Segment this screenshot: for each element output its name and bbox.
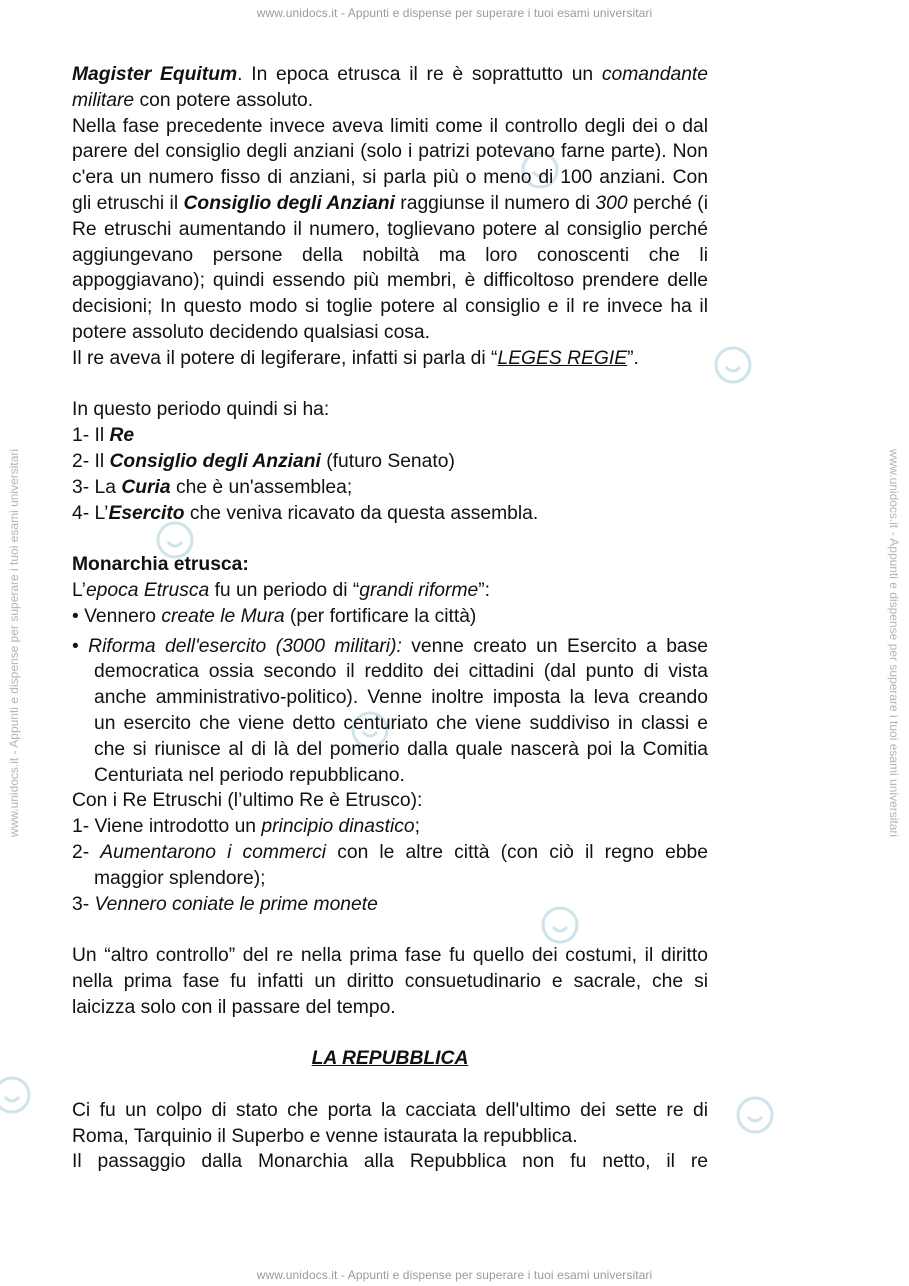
list-item: 3- La Curia che è un'assemblea; <box>72 476 353 498</box>
list-item: 1- Viene introdotto un principio dinastico; <box>72 816 421 838</box>
paragraph-passaggio: Il passaggio dalla Monarchia alla Repubblica non fu netto, il re <box>72 1151 708 1173</box>
list-intro: In questo periodo quindi si ha: <box>72 399 330 421</box>
paragraph-altro-controllo: Un “altro controllo” del re nella prima fase fu quello dei costumi, il diritto nella prima fase fu infatti un diritto consuetudinario e sacrale, che si laicizza solo con il passare del tempo. <box>72 945 708 1018</box>
list-item: 3- Vennero coniate le prime monete <box>72 893 378 915</box>
watermark-left: www.unidocs.it - Appunti e dispense per superare i tuoi esami universitari <box>7 448 21 838</box>
unidocs-logo-icon <box>735 1095 775 1135</box>
heading-monarchia-etrusca: Monarchia etrusca: <box>72 554 249 576</box>
paragraph-leges-regie: Il re aveva il potere di legiferare, infatti si parla di “LEGES REGIE”. <box>72 347 639 369</box>
list-intro: Con i Re Etruschi (l’ultimo Re è Etrusco): <box>72 790 423 812</box>
list-item: 1- Il Re <box>72 425 135 447</box>
list-item: 2- Aumentarono i commerci con le altre città (con ciò il regno ebbe maggior splendore); <box>72 841 708 889</box>
bullet-item: • Riforma dell'esercito (3000 militari): venne creato un Esercito a base democratica ossia secondo il reddito dei cittadini (dal punto di vista anche amministrativo-politico). Venne inoltre imposta la leva creando un esercito che viene detto centuriato che viene suddiviso in classi e che si riunisce al di là del pomerio dalla quale nascerà poi la Comitia Centuriata nel periodo repubblicano. <box>72 635 709 786</box>
list-item: 4- L’Esercito che veniva ricavato da questa assembla. <box>72 502 539 524</box>
paragraph-colpo-di-stato: Ci fu un colpo di stato che porta la cacciata dell'ultimo dei sette re di Roma, Tarquinio il Superbo e venne istaurata la repubblica. <box>72 1099 708 1147</box>
watermark-top: www.unidocs.it - Appunti e dispense per superare i tuoi esami universitari <box>256 6 653 20</box>
watermark-bottom: www.unidocs.it - Appunti e dispense per superare i tuoi esami universitari <box>256 1268 653 1282</box>
list-item: 2- Il Consiglio degli Anziani (futuro Senato) <box>72 450 455 472</box>
term-leges-regie: LEGES REGIE <box>497 347 628 369</box>
paragraph-magister: Magister Equitum. In epoca etrusca il re è soprattutto un comandante militare con potere assoluto. <box>72 64 708 111</box>
paragraph-epoca-etrusca: L’epoca Etrusca fu un periodo di “grandi riforme”: <box>72 579 491 601</box>
unidocs-logo-icon <box>713 345 753 385</box>
term-magister-equitum: Magister Equitum <box>72 64 238 85</box>
unidocs-logo-icon <box>0 1075 32 1115</box>
bullet-item: • Vennero create le Mura (per fortificare la città) <box>72 605 477 627</box>
document-body <box>72 62 708 1175</box>
watermark-right: www.unidocs.it - Appunti e dispense per superare i tuoi esami universitari <box>887 448 901 838</box>
section-title: LA REPUBBLICA <box>311 1048 469 1070</box>
paragraph-fase-precedente: Nella fase precedente invece aveva limiti come il controllo degli dei o dal parere del consiglio degli anziani (solo i patrizi potevano farne parte). Non c'era un numero fisso di anziani, si parla più o meno di 100 anziani. Con gli etruschi il Consiglio degli Anziani raggiunse il numero di 300 perché (i Re etruschi aumentando il numero, toglievano potere al consiglio perché aggiungevano persone della nobiltà ma loro conoscenti che li appoggiavano); quindi essendo più membri, è difficoltoso prendere delle decisioni; In questo modo si toglie potere al consiglio e il re invece ha il potere assoluto decidendo qualsiasi cosa. <box>72 115 708 343</box>
